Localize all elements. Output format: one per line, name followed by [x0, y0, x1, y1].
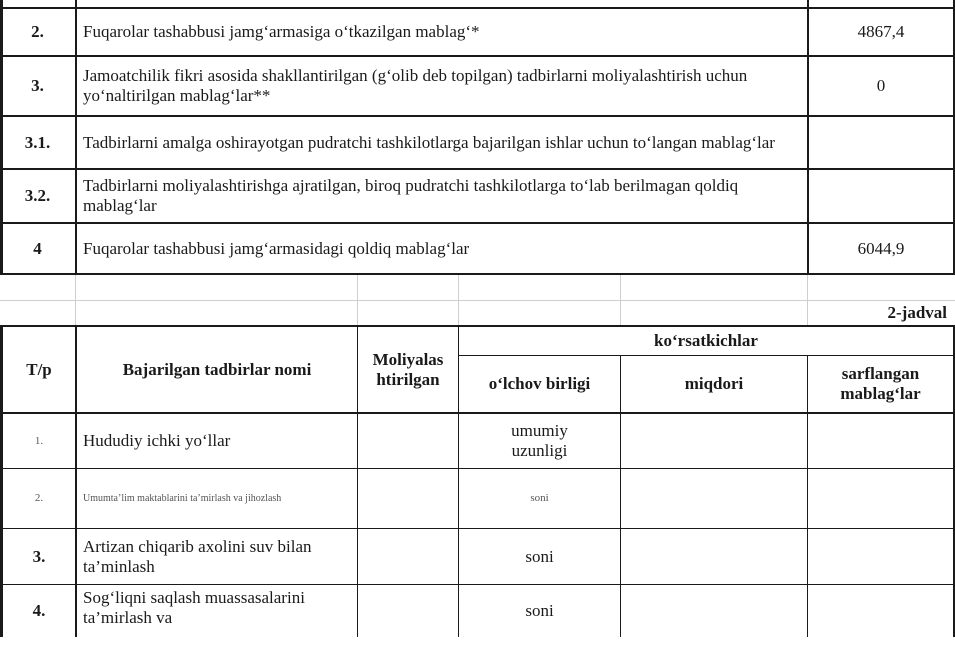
- row-value: 0: [876, 76, 886, 96]
- row-number: 3.1.: [24, 132, 51, 152]
- row-description: Jamoatchilik fikri asosida shakllantirilgan (g‘olib deb topilgan) tadbirlarni moliyalashtirish uchun yo‘naltirilgan mablag‘lar**: [83, 66, 748, 105]
- header-quantity: miqdori: [684, 374, 744, 394]
- header-spent: sarflangan mablag‘lar: [840, 364, 921, 403]
- row-value: 6044,9: [857, 238, 905, 258]
- table-row-name: Umumta’lim maktablarini ta’mirlash va jihozlash: [83, 492, 282, 504]
- table-row-name: Hududiy ichki yo‘llar: [83, 431, 231, 451]
- border: [0, 273, 955, 275]
- header-indicators: ko‘rsatkichlar: [654, 331, 758, 351]
- row-description: Fuqarolar tashabbusi jamg‘armasidagi qoldiq mablag‘lar: [83, 238, 470, 258]
- row-description: Fuqarolar tashabbusi jamg‘armasiga o‘tkazilgan mablag‘*: [83, 22, 480, 42]
- row-number: 2.: [31, 22, 44, 42]
- header-unit: o‘lchov birligi: [488, 374, 591, 394]
- table-row-number: 4.: [32, 601, 46, 621]
- row-number: 3.2.: [24, 186, 51, 206]
- table-row-number: 3.: [32, 546, 46, 566]
- row-value: [809, 117, 953, 168]
- table-row-name: Sog‘liqni saqlash muassasalarini ta’mirlash va: [83, 588, 305, 627]
- table-row-unit: umumiy uzunligi: [511, 421, 568, 460]
- table-row-unit: soni: [525, 601, 554, 621]
- row-number: 4: [33, 238, 42, 258]
- header-tp: T/p: [26, 359, 52, 379]
- header-financed: Moliyalashtirilgan: [372, 349, 444, 389]
- row-value: [809, 170, 953, 222]
- table-row-unit: soni: [530, 492, 549, 505]
- table-row-number: 1.: [34, 434, 44, 447]
- row-description: Tadbirlarni moliyalashtirishga ajratilgan, biroq pudratchi tashkilotlarga to‘lab berilmagan qoldiq mablag‘lar: [83, 176, 739, 215]
- row-value: 4867,4: [857, 22, 905, 42]
- row-description: Tadbirlarni amalga oshirayotgan pudratchi tashkilotlarga bajarilgan ishlar uchun to‘langan mablag‘lar: [83, 132, 775, 152]
- table-row-name: Artizan chiqarib axolini suv bilan ta’minlash: [83, 536, 312, 576]
- header-name: Bajarilgan tadbirlar nomi: [122, 359, 312, 379]
- table-row-unit: soni: [525, 546, 554, 566]
- table-caption: 2-jadval: [887, 302, 947, 322]
- table-row-number: 2.: [34, 492, 44, 505]
- row-number: 3.: [31, 76, 44, 96]
